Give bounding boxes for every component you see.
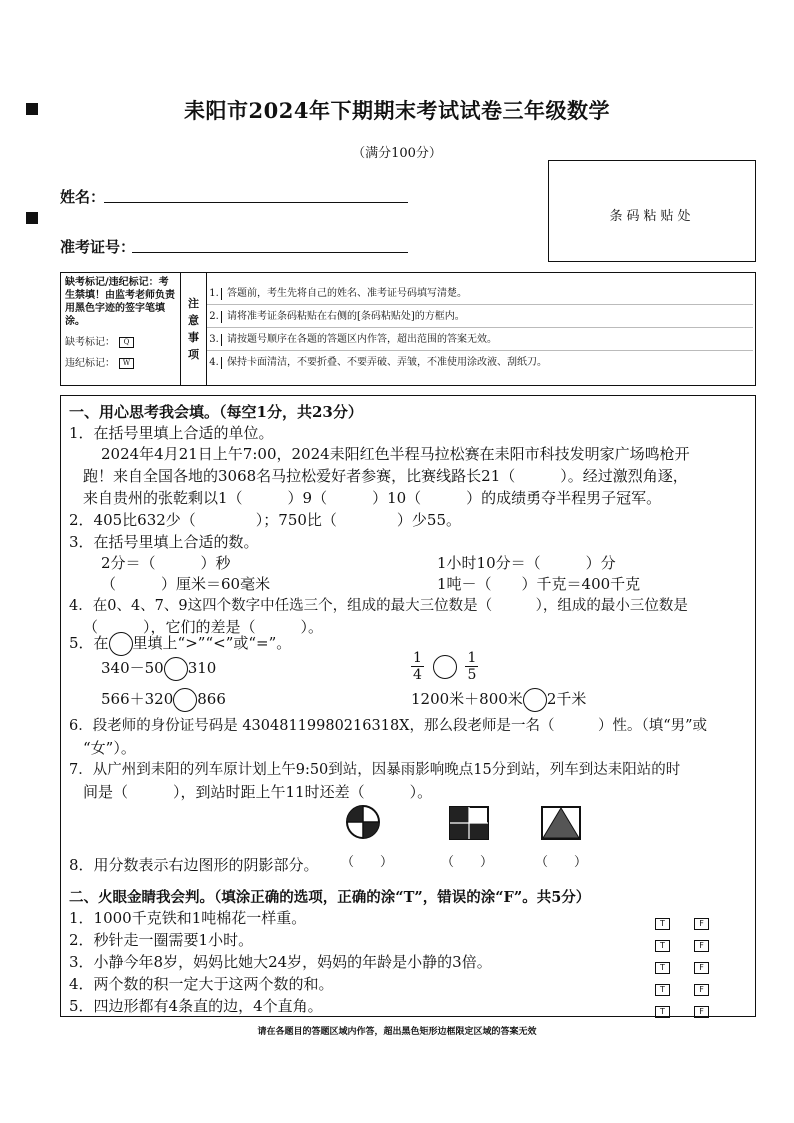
notice-heading-char: 事 [188, 331, 199, 344]
q4-line1: 4．在0、4、7、9这四个数字中任选三个，组成的最大三位数是（ ），组成的最小三位数是 [69, 598, 688, 614]
triangle-figure [541, 806, 581, 840]
violation-mark-box[interactable]: W [119, 358, 134, 369]
notice-num: 4. [207, 357, 222, 369]
absent-row [65, 336, 176, 349]
true-bubble[interactable]: T [655, 1006, 670, 1018]
compare-circle[interactable] [433, 655, 457, 679]
barcode-label: 条码粘贴处 [609, 209, 695, 224]
notice-text: 保持卡面清洁，不要折叠、不要弄破、弄皱，不准使用涂改液、刮纸刀。 [227, 357, 547, 368]
q3-b: 1小时10分＝（ ）分 [437, 554, 616, 572]
true-bubble[interactable]: T [655, 918, 670, 930]
mark-instructions [61, 273, 181, 385]
notice-num: 2. [207, 311, 222, 323]
exam-no-label: 准考证号： [60, 238, 136, 256]
q5-expr2 [411, 650, 478, 683]
compare-circle[interactable] [164, 657, 188, 681]
q5-expr1 [101, 657, 216, 681]
denominator: 4 [413, 667, 422, 683]
circle-blank [109, 632, 133, 656]
tf-row [655, 911, 709, 933]
judge-item: 3．小静今年8岁，妈妈比她大24岁，妈妈的年龄是小静的3倍。 [69, 953, 492, 971]
violation-row [65, 357, 176, 370]
exam-no-field[interactable] [132, 251, 408, 253]
notice-list [207, 273, 753, 385]
fraction [465, 650, 478, 683]
q5 [69, 632, 291, 656]
true-bubble[interactable]: T [655, 940, 670, 952]
q8-answer-blank[interactable]: （ ） [341, 855, 394, 870]
section1-title: 一、用心思考我会填。（每空1分，共23分） [69, 403, 363, 421]
notice-text: 请将准考证条码粘贴在右侧的[条码粘贴处]的方框内。 [227, 311, 465, 322]
q7-line1: 7．从广州到耒阳的列车原计划上午9:50到站，因暴雨影响晚点15分到站，列车到达耒阳站的时 [69, 762, 681, 778]
numerator: 1 [413, 650, 422, 666]
absent-label: 缺考标记： [65, 337, 115, 348]
q5-expr3-left: 566＋320 [101, 690, 174, 708]
q1-line3: 来自贵州的张乾剩以1（ ）9（ ）10（ ）的成绩勇夺半程男子冠军。 [83, 489, 662, 507]
q8: 8．用分数表示右边图形的阴影部分。 [69, 856, 319, 874]
q3: 3．在括号里填上合适的数。 [69, 533, 259, 551]
q7-line2: 间是（ ），到站时距上午11时还差（ ）。 [83, 783, 433, 801]
mark-instructions-text: 缺考标记/违纪标记：考生禁填！由监考老师负责用黑色字迹的签字笔填涂。 [65, 277, 175, 327]
barcode-box [548, 160, 756, 262]
false-bubble[interactable]: F [694, 1006, 709, 1018]
q3-a: 2分＝（ ）秒 [101, 554, 231, 572]
section2-title: 二、火眼金睛我会判。（填涂正确的选项，正确的涂“T”，错误的涂“F”。共5分） [69, 889, 591, 906]
tf-row [655, 999, 709, 1021]
notice-num: 3. [207, 334, 222, 346]
judge-item: 1．1000千克铁和1吨棉花一样重。 [69, 909, 307, 927]
notice-item [207, 283, 753, 305]
tf-row [655, 933, 709, 955]
answer-area [60, 395, 756, 1017]
judge-item: 5．四边形都有4条直的边，4个直角。 [69, 997, 323, 1015]
q5-expr3 [101, 688, 226, 712]
q3-c: （ ）厘米＝60毫米 [101, 575, 271, 593]
q5-expr3-right: 866 [197, 690, 226, 708]
notice-heading-char: 注 [188, 297, 199, 310]
false-bubble[interactable]: F [694, 940, 709, 952]
page-title: 耒阳市2024年下期期末考试试卷三年级数学 [184, 98, 610, 123]
q6-line1: 6．段老师的身份证号码是 43048119980216318X，那么段老师是一名（ ）性。（填“男”或 [69, 718, 708, 734]
notice-item [207, 329, 753, 351]
judge-item: 2．秒针走一圈需要1小时。 [69, 931, 254, 949]
q6-line2: “女”）。 [83, 739, 136, 757]
true-bubble[interactable]: T [655, 962, 670, 974]
q1-line2: 跑！来自全国各地的3068名马拉松爱好者参赛，比赛线路长21（ ）。经过激烈角逐， [83, 467, 688, 485]
notice-heading [181, 273, 207, 385]
denominator: 5 [467, 667, 477, 683]
q8-answer-blank[interactable]: （ ） [441, 855, 494, 870]
q1: 1．在括号里填上合适的单位。 [69, 424, 274, 442]
q5-expr4-right: 2千米 [546, 690, 587, 708]
full-score: （满分100分） [352, 146, 442, 161]
notice-text: 答题前，考生先将自己的姓名、准考证号码填写清楚。 [227, 288, 467, 299]
notice-heading-char: 意 [188, 314, 199, 327]
q1-line1: 2024年4月21日上午7:00，2024耒阳红色半程马拉松赛在耒阳市科技发明家广场鸣枪开 [101, 445, 690, 463]
q2: 2．405比632少（ ）；750比（ ）少55。 [69, 511, 462, 529]
q3-d: 1吨－（ ）千克＝400千克 [437, 575, 641, 593]
notice-item [207, 352, 753, 373]
registration-mark [26, 212, 38, 224]
violation-label: 违纪标记： [65, 358, 115, 369]
false-bubble[interactable]: F [694, 918, 709, 930]
compare-circle[interactable] [173, 688, 197, 712]
q5-expr4 [411, 688, 586, 712]
square-figure [449, 806, 489, 840]
name-field[interactable] [104, 201, 408, 203]
q5-expr4-left: 1200米＋800米 [411, 690, 523, 708]
fraction [411, 650, 424, 683]
q4-line2: （ ），它们的差是（ ）。 [83, 618, 324, 636]
tf-row [655, 977, 709, 999]
circle-figure [345, 804, 381, 840]
false-bubble[interactable]: F [694, 984, 709, 996]
q8-answer-blank[interactable]: （ ） [535, 855, 588, 870]
numerator: 1 [467, 650, 477, 666]
notice-box [60, 272, 756, 386]
q5-expr1-left: 340－50 [101, 659, 164, 677]
compare-circle[interactable] [523, 688, 547, 712]
judge-item: 4．两个数的积一定大于这两个数的和。 [69, 975, 334, 993]
q5-expr1-right: 310 [187, 659, 217, 677]
notice-item [207, 306, 753, 328]
false-bubble[interactable]: F [694, 962, 709, 974]
tf-row [655, 955, 709, 977]
q5-text: 里填上“>”“<”或“=”。 [132, 634, 292, 652]
notice-num: 1. [207, 288, 222, 300]
notice-heading-char: 项 [188, 348, 199, 361]
q5-prefix: 5．在 [69, 634, 109, 652]
true-bubble[interactable]: T [655, 984, 670, 996]
name-label: 姓名： [60, 188, 106, 206]
tf-options [655, 911, 709, 1021]
footer-note: 请在各题目的答题区域内作答，超出黑色矩形边框限定区域的答案无效 [257, 1027, 537, 1037]
absent-mark-box[interactable]: Q [119, 337, 134, 348]
notice-text: 请按题号顺序在各题的答题区内作答，超出范围的答案无效。 [227, 334, 497, 345]
